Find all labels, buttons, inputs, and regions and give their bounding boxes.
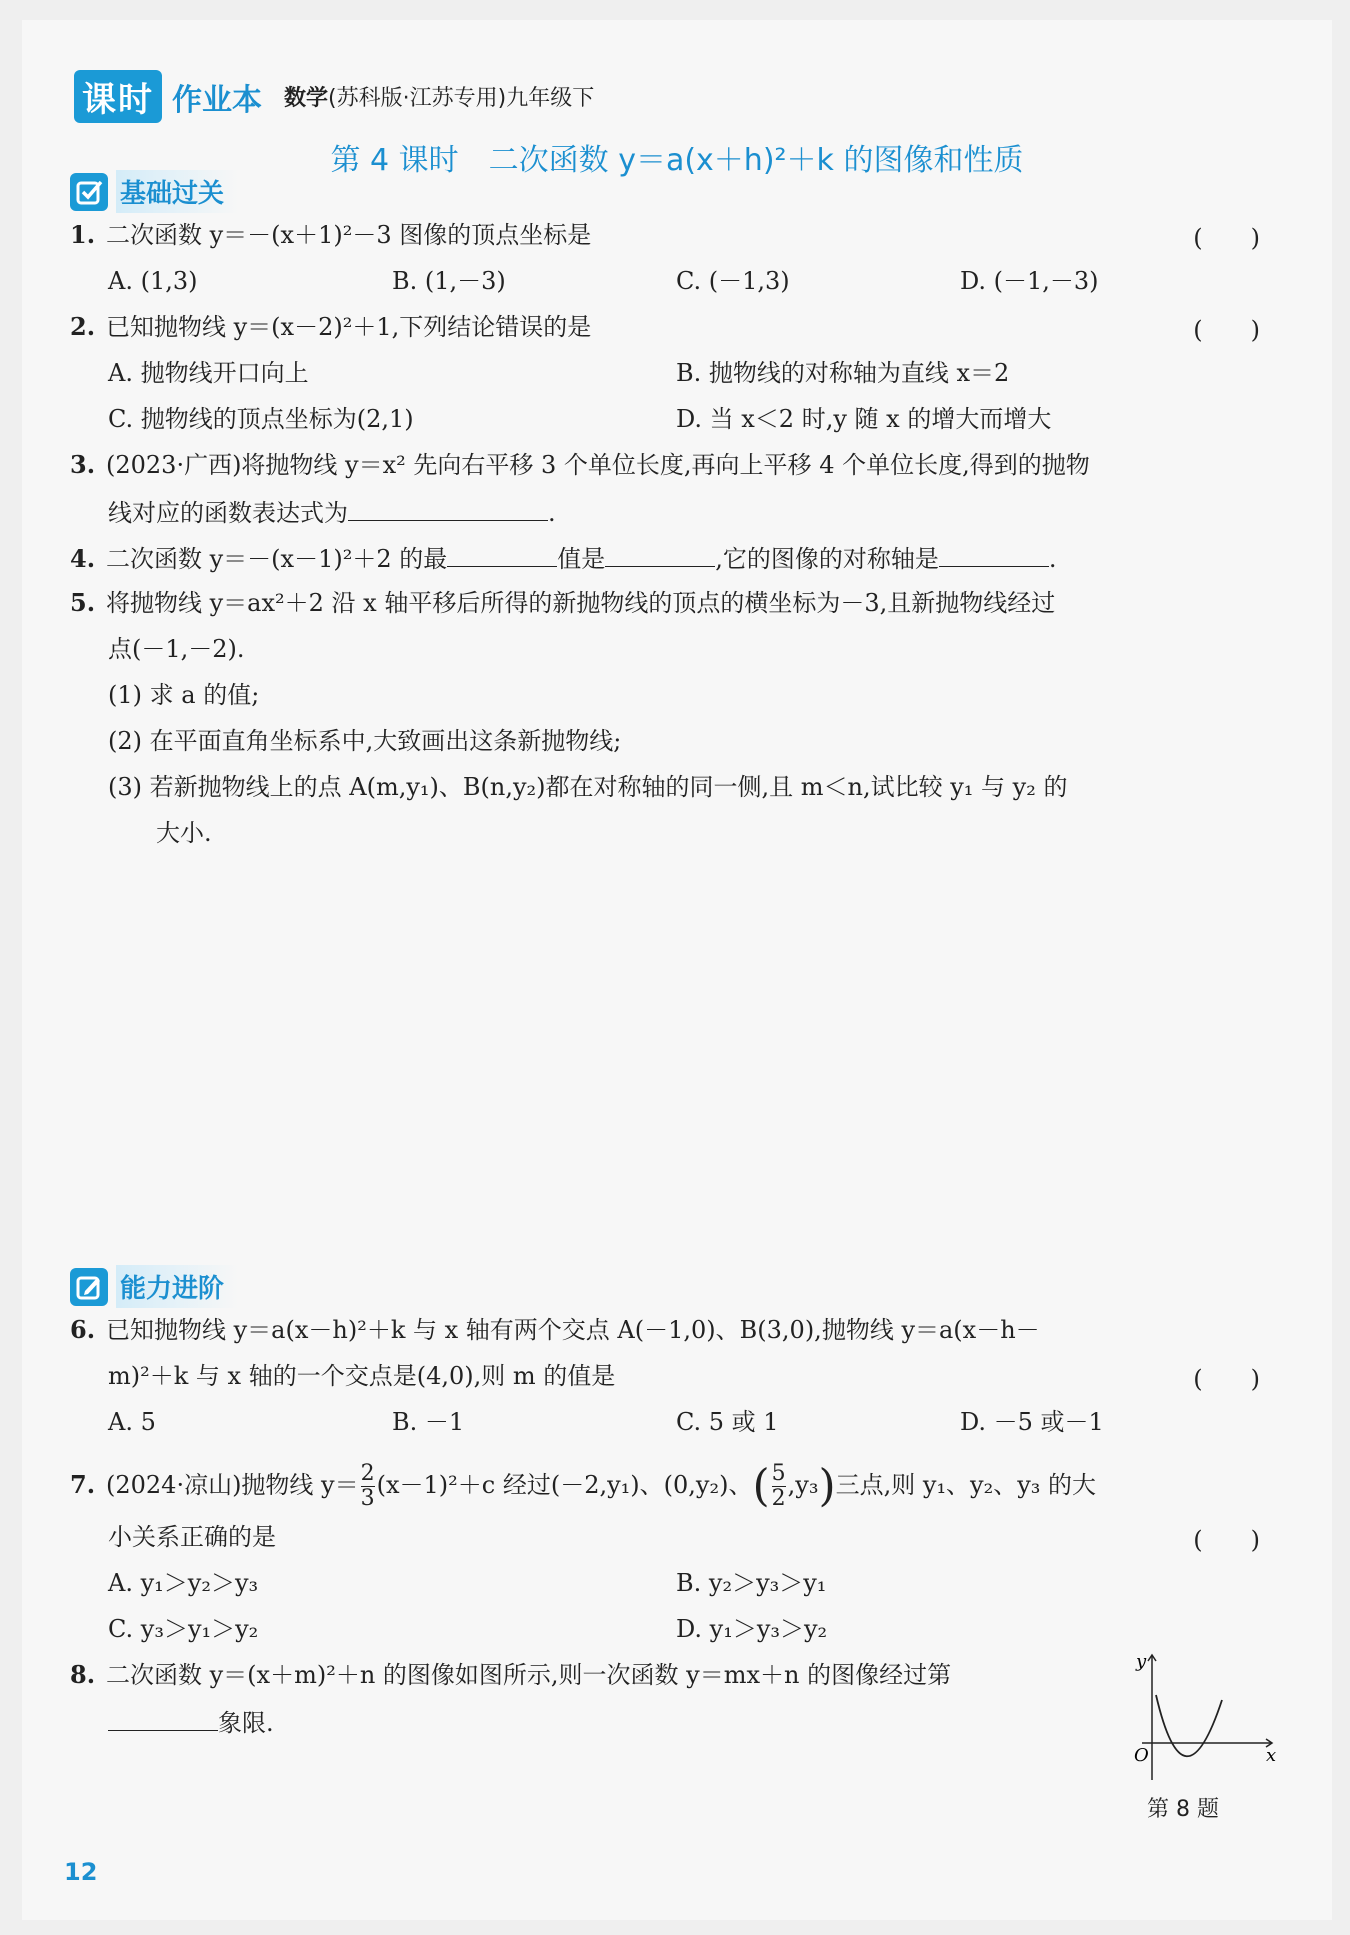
- question-8-line2: 象限.: [108, 1704, 274, 1740]
- option: C. 5 或 1: [676, 1408, 779, 1436]
- question-6: 6. 已知抛物线 y＝a(x－h)²＋k 与 x 轴有两个交点 A(－1,0)、B(3,0),抛物线 y＝a(x－h－: [70, 1315, 1040, 1344]
- fraction: $\frac{2}{3}$: [360, 1461, 375, 1511]
- page: [22, 20, 1332, 1920]
- book-name: 作业本: [172, 82, 262, 118]
- header: [74, 70, 594, 123]
- option: B. y₂＞y₃＞y₁: [676, 1569, 827, 1597]
- question-5-sub3-cont: 大小.: [156, 819, 212, 847]
- page-number: 12: [64, 1858, 98, 1886]
- answer-paren: ( ): [1193, 1526, 1260, 1554]
- question-3: 3. (2023·广西)将抛物线 y＝x² 先向右平移 3 个单位长度,再向上平移 4 个单位长度,得到的抛物: [70, 450, 1090, 479]
- option: D. y₁＞y₃＞y₂: [676, 1615, 828, 1643]
- option: D. (－1,－3): [960, 267, 1099, 295]
- edit-icon: [70, 1268, 108, 1306]
- option: D. 当 x＜2 时,y 随 x 的增大而增大: [676, 405, 1052, 433]
- option: C. y₃＞y₁＞y₂: [108, 1615, 259, 1643]
- question-5-sub1: (1) 求 a 的值;: [108, 681, 260, 709]
- option: B. 抛物线的对称轴为直线 x＝2: [676, 359, 1010, 387]
- option: D. －5 或－1: [960, 1408, 1104, 1436]
- question-2: 2. 已知抛物线 y＝(x－2)²＋1,下列结论错误的是: [70, 312, 592, 341]
- parabola-curve: [1156, 1695, 1222, 1756]
- parabola-figure: [1122, 1645, 1282, 1785]
- answer-paren: ( ): [1193, 1365, 1260, 1393]
- check-icon: [70, 173, 108, 211]
- question-8: 8. 二次函数 y＝(x＋m)²＋n 的图像如图所示,则一次函数 y＝mx＋n 的图像经过第: [70, 1660, 952, 1689]
- x-axis-label: x: [1266, 1745, 1277, 1766]
- section-basic: [70, 170, 238, 213]
- answer-blank[interactable]: [939, 540, 1049, 567]
- question-5-sub3: (3) 若新抛物线上的点 A(m,y₁)、B(n,y₂)都在对称轴的同一侧,且 m＜n,试比较 y₁ 与 y₂ 的: [108, 773, 1068, 801]
- option: B. －1: [392, 1408, 465, 1436]
- answer-blank[interactable]: [108, 1704, 218, 1731]
- option: A. 5: [108, 1408, 156, 1436]
- lesson-title: 第 4 课时 二次函数 y＝a(x＋h)²＋k 的图像和性质: [330, 143, 1024, 178]
- figure-caption: 第 8 题: [1147, 1797, 1219, 1822]
- option: B. (1,－3): [392, 267, 506, 295]
- question-7-line2: 小关系正确的是: [108, 1523, 276, 1551]
- option: C. 抛物线的顶点坐标为(2,1): [108, 405, 414, 433]
- question-7: 7. (2024·凉山)抛物线 y＝ $\frac{2}{3}$ (x－1)²＋c 经过(－2,y₁)、(0,y₂)、( $\frac{5}{2}$ ,y₃)三点,则 y₁、y₂、y₃ 的大: [70, 1460, 1097, 1512]
- question-5-line2: 点(－1,－2).: [108, 635, 245, 663]
- origin-label: O: [1134, 1745, 1149, 1766]
- question-5: 5. 将抛物线 y＝ax²＋2 沿 x 轴平移后所得的新抛物线的顶点的横坐标为－3,且新抛物线经过: [70, 588, 1056, 617]
- book-subtitle: 数学(苏科版·江苏专用)九年级下: [284, 86, 595, 111]
- option: A. y₁＞y₂＞y₃: [108, 1569, 259, 1597]
- option: A. (1,3): [108, 267, 198, 295]
- logo: 课时: [74, 70, 162, 123]
- question-5-sub2: (2) 在平面直角坐标系中,大致画出这条新抛物线;: [108, 727, 622, 755]
- answer-paren: ( ): [1193, 224, 1260, 252]
- section-advanced-label: 能力进阶: [116, 1265, 238, 1308]
- question-3-line2: 线对应的函数表达式为 .: [108, 494, 556, 530]
- question-1: 1. 二次函数 y＝－(x＋1)²－3 图像的顶点坐标是: [70, 220, 592, 249]
- answer-blank[interactable]: [605, 540, 715, 567]
- option: C. (－1,3): [676, 267, 790, 295]
- fraction: $\frac{5}{2}$: [771, 1461, 786, 1511]
- y-axis-label: y: [1136, 1651, 1147, 1672]
- answer-blank[interactable]: [447, 540, 557, 567]
- question-4: 4. 二次函数 y＝－(x－1)²＋2 的最 值是 ,它的图像的对称轴是 .: [70, 540, 1057, 576]
- question-6-line2: m)²＋k 与 x 轴的一个交点是(4,0),则 m 的值是: [108, 1362, 616, 1390]
- option: A. 抛物线开口向上: [108, 359, 309, 387]
- section-advanced: [70, 1265, 238, 1308]
- section-basic-label: 基础过关: [116, 170, 238, 213]
- answer-paren: ( ): [1193, 316, 1260, 344]
- answer-blank[interactable]: [348, 494, 548, 521]
